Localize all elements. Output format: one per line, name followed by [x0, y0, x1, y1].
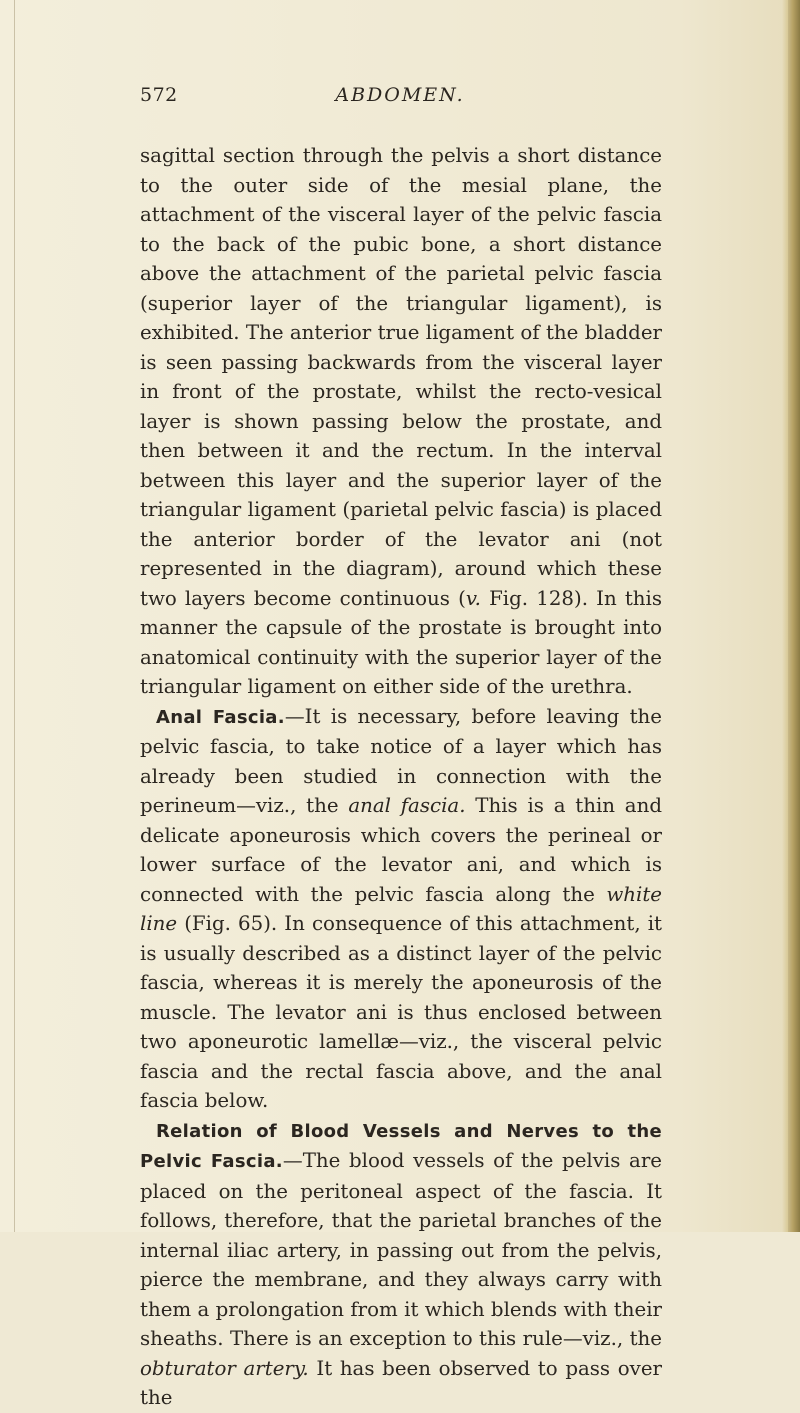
- paragraph-text: It has been observed to pass over the: [140, 1356, 662, 1409]
- italic-term: white line: [140, 882, 662, 935]
- page-header: [140, 84, 660, 114]
- paragraph-continuation: [140, 141, 662, 702]
- page-edge-strip: [788, 0, 800, 1232]
- paragraph-anal-fascia: [140, 702, 662, 1116]
- italic-term: anal fascia.: [348, 794, 466, 817]
- page-number: 572: [140, 84, 178, 106]
- page-left-edge: [14, 0, 15, 1232]
- italic-term: obturator artery.: [140, 1356, 309, 1380]
- running-head: ABDOMEN.: [335, 84, 465, 106]
- paragraph-text: —The blood vessels of the pelvis are placed on the peritoneal aspect of the fascia. It follows, therefore, that the parietal branches of the internal iliac artery, in passing out from the pelvis, pierce the membrane, and they always carry with them a prolongation from it which blends with their sheaths. There is an exception to this rule—viz., the: [140, 1149, 662, 1350]
- paragraph-text: This is a thin and delicate aponeurosis which covers the perineal or lower surface of the levator ani, and which is connected with the pelvic fascia along the: [140, 794, 662, 906]
- paragraph-blood-vessels: [140, 1116, 662, 1413]
- body-text: [140, 141, 662, 1413]
- paragraph-text: (Fig. 65). In consequence of this attachment, it is usually described as a distinct layer of the pelvic fascia, whereas it is merely the aponeurosis of the muscle. The levator ani is thus enclosed between two aponeurotic lamellæ—viz., the visceral pelvic fascia and the rectal fascia above, and the anal fascia below.: [140, 912, 662, 1112]
- paragraph-text: sagittal section through the pelvis a short distance to the outer side of the mesial plane, the attachment of the visceral layer of the pelvic fascia to the back of the pubic bone, a short distance above the attachment of the parietal pelvic fascia (superior layer of the triangular ligament), is exhibited. The anterior true ligament of the bladder is seen passing backwards from the visceral layer in front of the prostate, whilst the recto-vesical layer is shown passing below the prostate, and then between it and the rectum. In the interval between this layer and the superior layer of the triangular ligament (parietal pelvic fascia) is placed the anterior border of the levator ani (not represented in the diagram), around which these two layers become continuous (: [140, 144, 662, 610]
- section-heading-anal-fascia: Anal Fascia.: [156, 706, 285, 728]
- paragraph-text: —It is necessary, before leaving the pelvic fascia, to take notice of a layer which has already been studied in connection with the perineum—viz., the: [140, 704, 662, 817]
- section-heading-blood-vessels: Relation of Blood Vessels and Nerves to the Pelvic Fascia.: [140, 1120, 662, 1172]
- paragraph-text: Fig. 128). In this manner the capsule of the prostate is brought into anatomical continuity with the superior layer of the triangular ligament on either side of the urethra.: [140, 586, 663, 698]
- reference-abbrev: v.: [465, 586, 481, 610]
